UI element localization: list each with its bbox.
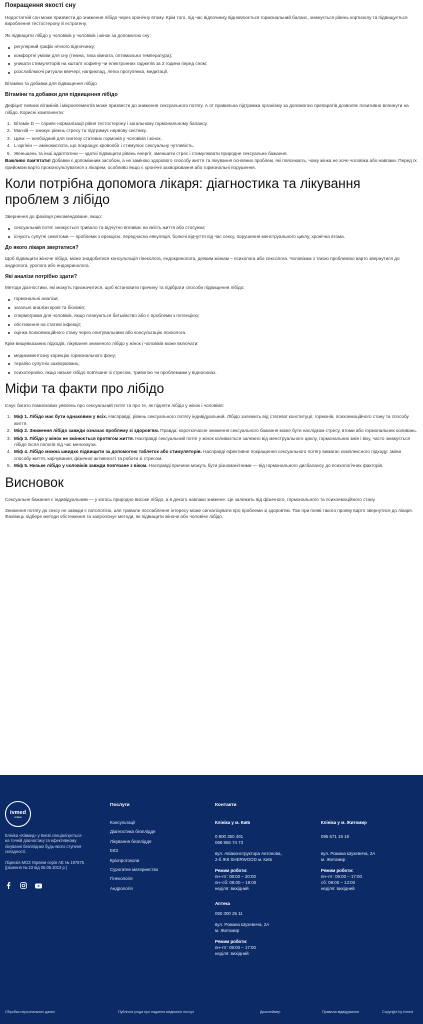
site-footer	[0, 775, 423, 1024]
list-item: оцінка психоемоційного стану через опитувальники або консультацію психолога.	[5, 330, 418, 336]
footer-link-gynecology[interactable]: Гінекологія	[110, 876, 133, 882]
paragraph-warning: Важливо пам'ятати! Добавки є допоміжним засобом, а не заміною здорового способу життя та лікування основних проблем, які пояснюють, чому жінка не хоче чоловіка або навпаки. Перед їх прийомом варто проконсультуватися з лікарем, особливо якщо є хронічні захворювання або гормональні порушення.	[5, 158, 417, 170]
list-item: 2. Магній — знижує рівень стресу та підтримує нервову систему.	[7, 128, 147, 134]
pharmacy-hours-2: неділя: вихідний	[215, 951, 249, 956]
zhytomyr-hours-label: Режим роботи:	[321, 868, 354, 873]
footer-link-rules[interactable]: Правила відвідування	[322, 1010, 359, 1014]
footer-link-consultations[interactable]: Консультації	[110, 820, 136, 825]
methods-list	[5, 353, 418, 376]
pharmacy-phone[interactable]: 050 300 25 11	[215, 911, 243, 916]
zhytomyr-address-2: м. Житомир	[321, 857, 346, 862]
footer-bottom-bar	[0, 1009, 423, 1019]
heading-sleep: Покращення якості сну	[5, 2, 76, 9]
pharmacy-hours-label: Режим роботи:	[215, 939, 248, 944]
list-item: 4. L-аргінін — амінокислота, що покращує кровообіг і стимулює сексуальну чутливість.	[7, 143, 194, 149]
footer-contacts-zhytomyr	[321, 803, 421, 892]
paragraph-vitamins: Дефіцит певних вітамінів і мікроелементів може призвести до зниження сексуального потягу. А от правильна підтримка організму за допомогою препаратів дозволяє позитивно вплинути на лібідо. Корисні компоненти:	[5, 103, 409, 115]
list-item: загальні аналізи крові та біохімія;	[5, 305, 418, 311]
footer-description: Клініка «Ківмед» у Києві спеціалізується на точній діагностиці та ефективному лікуванні безплідних будь-якого ступеня складності.	[5, 833, 82, 855]
list-item: 5. Женьшень та інші адаптогени — здатні підвищити рівень енергії, зменшити стрес і стимулювати природне сексуальне бажання.	[7, 150, 288, 156]
heading-vitamins: Вітаміни та добавки для підвищення лібідо	[5, 92, 118, 99]
paragraph-methods: Крім вищевказаних підходів, лікування зниженого лібідо у жінок і чоловіків може включати:	[5, 341, 199, 347]
kyiv-address-1: вул. Авіаконструктора Антонова,	[215, 851, 282, 856]
zhytomyr-hours-3: неділя: вихідний	[321, 886, 355, 891]
zhytomyr-clinic-title: Клініка у м. Житомир	[321, 820, 367, 825]
list-item: медикаментозну корекцію гормонального фону;	[5, 353, 418, 359]
contacts-title: Контакти	[215, 803, 237, 808]
zhytomyr-phone[interactable]: 095 571 19 19	[321, 834, 350, 839]
sleep-list	[5, 44, 418, 76]
footer-link-surrogacy[interactable]: Сурогатне материнство	[110, 866, 159, 872]
list-item: психотерапію, якщо низьке лібідо пов'язане зі стресом, тривогою чи проблемами у відносинах.	[5, 370, 418, 376]
pharmacy-address-1: вул. Романа Шухевича, 2А	[215, 922, 270, 927]
social-links	[5, 882, 85, 889]
list-item: 3. Міф 3. Лібідо у жінок не змінюється протягом життя. Насправді сексуальний потяг у жінок коливається залежно від менструального циклу, гормональних змін і віку, часто знижується лібідо після пологів під час менопаузи.	[7, 435, 410, 448]
footer-brand	[5, 801, 85, 889]
paragraph-conclusion-1: Сексуальне бажання є індивідуальним — у когось природно високе лібідо, а в декого навпаки знижене. Це залежить від фізичного, гормонального та психоемоційного стану.	[5, 496, 376, 502]
kyiv-clinic-title: Клініка у м. Київ	[215, 820, 251, 825]
list-item: терапію супутніх захворювань;	[5, 361, 418, 367]
list-item: 5. Міф 5. Низьке лібідо у чоловіків завжди пов'язане з віком. Насправді причини можуть бути різноманітними — від гормонального дисбалансу до психологічних факторів.	[7, 463, 384, 469]
list-item: 4. Міф 4. Лібідо можна швидко підвищити за допомогою таблеток або стимуляторів. Насправді ефективне покращення сексуального потягу вимагає комплексного підходу: зміни способу життя, харчування, фізичної активності та роботи зі стресом.	[7, 449, 402, 461]
list-item: комфортні умови для сну (темна, тиха кімната, оптимальна температура);	[5, 53, 418, 59]
pharmacy-hours-1: пн–пт: 09:00 – 17:00	[215, 945, 256, 950]
logo-subtext: клініка	[14, 815, 22, 819]
list-item: уникати стимуляторів на кшталт кофеїну чи електронних гаджетів за 2 години перед сном;	[5, 61, 418, 67]
zhytomyr-hours-2: сб: 09:00 – 13:00	[321, 880, 356, 885]
list-item: 3. Цинк — необхідний для синтезу статевих гормонів у чоловіків і жінок.	[7, 135, 162, 141]
logo[interactable]	[5, 801, 31, 827]
kyiv-hours-1: пн–пт: 08:00 – 20:00	[215, 874, 256, 879]
list-item: 2. Міф 2. Зниження лібідо завжди означає проблему зі здоров'ям. Правда: короткочасне зниження сексуального бажання може бути наслідком стресу, втоми або гормональних коливань.	[7, 428, 417, 434]
footer-link-cryo[interactable]: Кріопротоколи	[110, 857, 140, 863]
pharmacy-title: Аптека	[215, 901, 231, 906]
paragraph-myths: Існує багато помилкових уявлень про сексуальний потяг та про те, як підняти лібідо у жінок і чоловіків:	[5, 403, 224, 408]
footer-link-treatment[interactable]: Лікування безпліддя	[110, 838, 152, 844]
paragraph-conclusion-2: Зниження потягу до сексу не завжди є патологією, але тривале послаблення інтересу може сигналізувати про проблеми зі здоров'ям. Тож при появі такого прояву варто звернутися до лікаря. Фахівець підбере методи обстеження та запропонує методи, як підвищити жіноче або чоловіче лібідо.	[5, 508, 413, 520]
kyiv-hours-label: Режим роботи:	[215, 868, 248, 873]
zhytomyr-address-1: вул. Романа Шухевича, 2А	[321, 851, 376, 856]
list-item: 1. Міф 1. Лібідо має бути однаковим у всіх. Насправді, рівень сексуального потягу індивідуальний. Лібідо залежить від статевої конституції, гормонів, психоемоційного стану та способу життя.	[7, 414, 409, 426]
list-item: обстеження на статеві інфекції;	[5, 322, 418, 328]
heading-myths: Міфи та факти про лібідо	[5, 381, 165, 396]
instagram-icon[interactable]	[20, 882, 27, 889]
kyiv-phone-2[interactable]: 068 956 74 73	[215, 840, 244, 845]
kyiv-hours-2: пн–сб: 08:00 – 18:00	[215, 880, 257, 885]
myths-list	[5, 414, 418, 469]
kyiv-address-2: 2-б ЖК SHERWOOD м. Київ	[215, 857, 272, 862]
services-title: Послуги	[110, 803, 130, 808]
tests-list	[5, 296, 418, 336]
list-item: регулярний графік нічного відпочинку;	[5, 44, 418, 50]
list-item: спермограма для чоловіків, якщо плануються батьківство або є проблеми з потенцією;	[5, 313, 418, 319]
list-item: існують супутні симптоми — проблеми з ерекцією, передчасна еякуляція, болючі відчуття під час сексу, порушення менструального циклу, хронічна втома.	[5, 234, 418, 240]
logo-text: ivmed	[10, 809, 26, 816]
facebook-icon[interactable]	[5, 882, 12, 889]
youtube-icon[interactable]	[35, 882, 42, 889]
footer-license: Ліцензія МОЗ України серія АЕ № 197875 (рішення № 23 від 06.06.2013 р.)	[5, 859, 85, 871]
footer-link-privacy[interactable]: Обробка персональних даних	[5, 1010, 55, 1014]
list-item: 1. Вітамін D — сприяє нормалізації рівня тестостерону і загальному гормональному балансу.	[7, 121, 208, 127]
paragraph-tests: Методи діагностики, які можуть призначитися, щоб встановити причину та підібрати способи підвищення лібідо:	[5, 284, 245, 290]
heading-doctor: Коли потрібна допомога лікаря: діагностика та лікування проблем з лібідо	[5, 175, 361, 207]
footer-link-disclaimer[interactable]: Дисклеймер	[260, 1010, 281, 1014]
paragraph-doctor: Звернення до фахівця рекомендоване, якщо:	[5, 213, 103, 219]
paragraph-sleep-question: Як підвищити лібідо у чоловіків у чоловіків і жінок за допомогою сну:	[5, 32, 151, 38]
doctor-list	[5, 225, 418, 240]
footer-link-diagnostics[interactable]: Діагностика безпліддя	[110, 829, 156, 835]
pharmacy-address-2: м. Житомир	[215, 928, 240, 933]
footer-contacts-kyiv	[215, 803, 325, 957]
heading-conclusion: Висновок	[5, 474, 64, 490]
list-item: гормональні аналізи;	[5, 296, 418, 302]
kyiv-phone-1[interactable]: 0 800 350 491	[215, 834, 244, 839]
warning-bold: Важливо пам'ятати!	[5, 158, 51, 164]
paragraph-which-doctor: Щоб підвищити жіноче лібідо, може знадобитися консультація гінеколога, ендокринолога, деяким жінкам – психолога або сексолога. Чоловікам з такою проблемою варто звернутися до андролога, уролога або ендокринолога.	[5, 256, 400, 268]
footer-copyright: Copyright by Ivmed	[382, 1010, 413, 1014]
footer-link-andrology[interactable]: Андрологія	[110, 885, 133, 891]
footer-services	[110, 803, 158, 895]
footer-link-offer[interactable]: Публічна угода про надання медичних послуг	[118, 1010, 195, 1014]
vitamins-list	[5, 121, 418, 157]
paragraph-sleep: Недостатній сон може призвести до зниження лібідо через хронічну втому. Крім того, під час відпочинку відновлюється гормональний баланс, знижується рівень кортизолу та підвищується вироблення тестостерону й естрогену.	[5, 15, 408, 27]
paragraph-vitamins-link: Вітаміни та добавки для підвищення лібідо	[5, 80, 97, 86]
kyiv-hours-3: неділя: вихідний	[215, 886, 249, 891]
heading-which-doctor: До якого лікаря звертатися?	[5, 245, 79, 252]
footer-link-ivf[interactable]: ЕКЗ	[110, 848, 119, 854]
list-item: розслаблюючі ритуали ввечері, наприклад, легка прогулянка, медитації.	[5, 69, 418, 75]
list-item: сексуальний потяг знижується тривало та відчутно впливає на якість життя або стосунки;	[5, 225, 418, 231]
heading-tests: Які аналізи потрібно здати?	[5, 273, 77, 280]
zhytomyr-hours-1: пн–пт: 09:00 – 17:00	[321, 874, 362, 879]
